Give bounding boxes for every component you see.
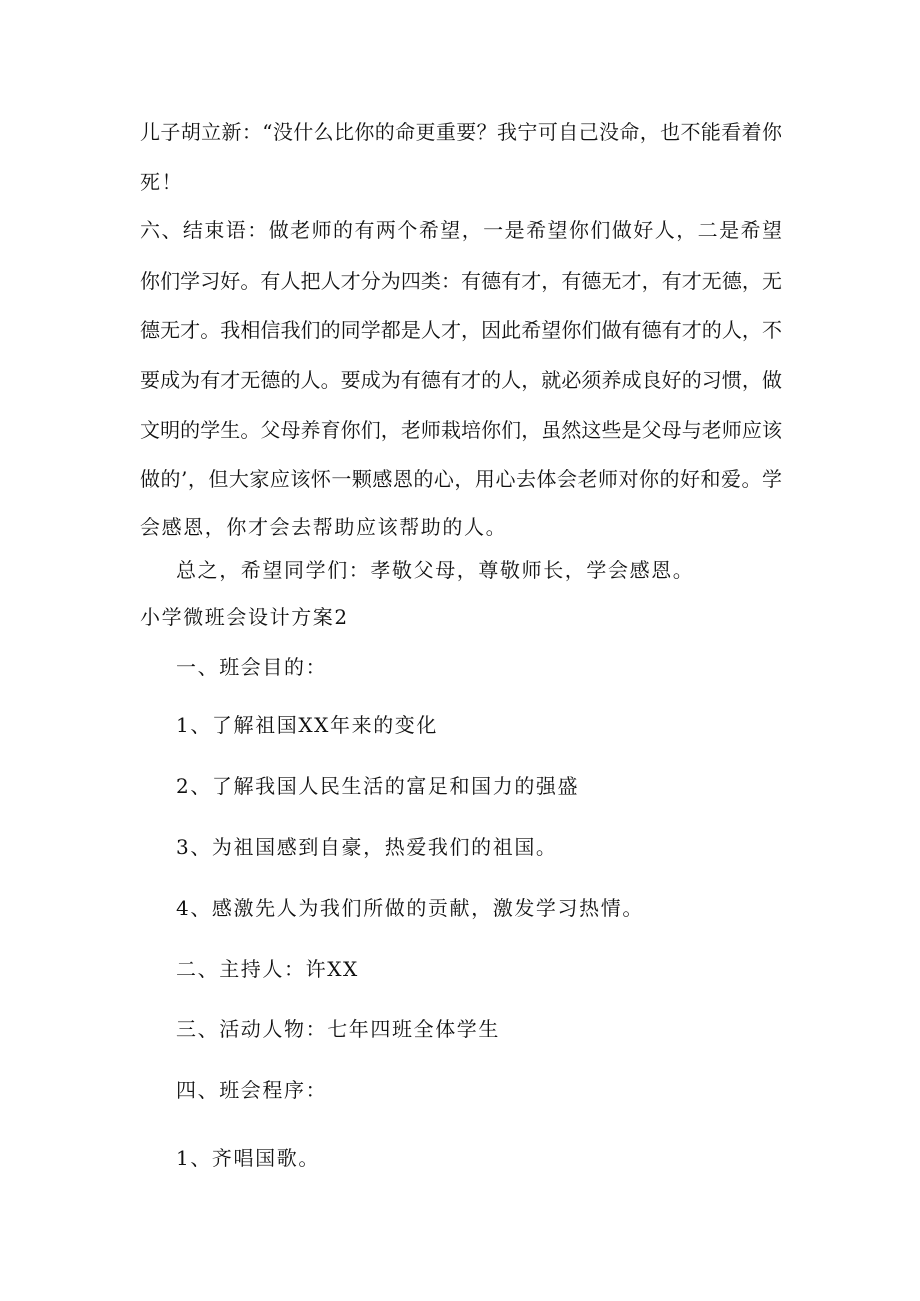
plan-title: 小学微班会设计方案2 bbox=[140, 605, 349, 629]
closing-line-6: 做的’，但大家应该怀一颗感恩的心，用心去体会老师对你的好和爱。学 bbox=[140, 467, 782, 491]
objective-item-1: 1、了解祖国XX年来的变化 bbox=[176, 713, 439, 737]
objective-item-2: 2、了解我国人民生活的富足和国力的强盛 bbox=[176, 774, 580, 798]
host-line: 二、主持人：许XX bbox=[176, 957, 359, 981]
closing-line-7: 会感恩，你才会去帮助应该帮助的人。 bbox=[140, 515, 508, 539]
objectives-heading: 一、班会目的： bbox=[176, 655, 328, 679]
closing-line-5: 文明的学生。父母养育你们，老师栽培你们，虽然这些是父母与老师应该 bbox=[140, 418, 782, 442]
closing-line-3: 德无才。我相信我们的同学都是人才，因此希望你们做有德有才的人，不 bbox=[140, 318, 782, 342]
objective-item-3: 3、为祖国感到自豪，热爱我们的祖国。 bbox=[176, 835, 558, 859]
continuation-line-2: 死！ bbox=[140, 170, 184, 194]
participants-line: 三、活动人物：七年四班全体学生 bbox=[176, 1017, 500, 1041]
closing-line-2: 你们学习好。有人把人才分为四类：有德有才，有德无才，有才无德，无 bbox=[140, 269, 782, 293]
procedure-heading: 四、班会程序： bbox=[176, 1078, 328, 1102]
continuation-line-1: 儿子胡立新：“没什么比你的命更重要？我宁可自己没命，也不能看着你 bbox=[140, 120, 782, 144]
closing-line-4: 要成为有才无德的人。要成为有德有才的人，就必须养成良好的习惯，做 bbox=[140, 368, 782, 392]
summary-line: 总之，希望同学们：孝敬父母，尊敬师长，学会感恩。 bbox=[176, 558, 695, 582]
closing-line-1: 六、结束语：做老师的有两个希望，一是希望你们做好人，二是希望 bbox=[140, 218, 782, 242]
procedure-step-1: 1、齐唱国歌。 bbox=[176, 1146, 320, 1170]
objective-item-4: 4、感激先人为我们所做的贡献，激发学习热情。 bbox=[176, 896, 644, 920]
